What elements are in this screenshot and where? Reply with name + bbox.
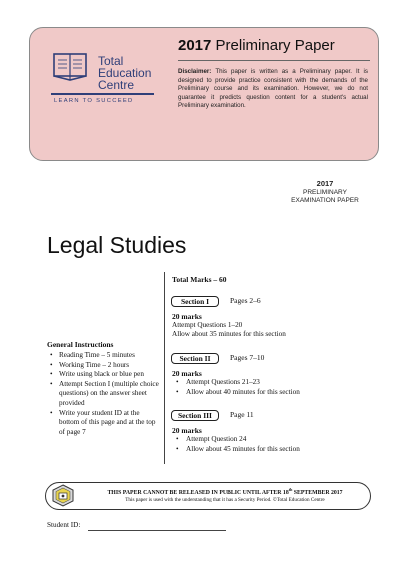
instruction-item: • Working Time – 2 hours: [47, 361, 161, 371]
paper-title-text: Preliminary Paper: [215, 37, 335, 54]
section-3-list: [172, 435, 300, 455]
release-notice-sup: th: [288, 487, 293, 492]
instruction-item: • Reading Time – 5 minutes: [47, 351, 161, 361]
section-3-marks: 20 marks: [172, 426, 202, 435]
disclaimer-label: Disclaimer:: [178, 68, 212, 75]
disclaimer-text: This paper is written as a Preliminary paper. It is designed to provide practice consistent with the demands of the Preliminary course and its examination. However, we do not guarantee it predicts question content for a student's actual Preliminary examination.: [178, 68, 368, 110]
total-marks: Total Marks – 60: [172, 275, 227, 284]
section-3-pages: Page 11: [230, 410, 254, 419]
meta-line1: PRELIMINARY: [303, 188, 347, 196]
logo-text-line3: Centre: [98, 78, 135, 92]
section-2-line2: • Allow about 40 minutes for this section: [172, 388, 300, 398]
student-id-field[interactable]: [88, 530, 226, 531]
section-3-label: Section III: [171, 410, 219, 421]
logo-divider: [51, 93, 154, 95]
logo-text-line1: Total: [98, 54, 124, 68]
column-divider: [164, 272, 165, 464]
section-2-pages: Pages 7–10: [230, 353, 265, 362]
section-3-line1: • Attempt Question 24: [172, 435, 300, 445]
instruction-item: • Write your student ID at the bottom of this page and at the top of page 7: [47, 409, 161, 438]
exam-meta: [275, 180, 375, 206]
meta-year: 2017: [316, 179, 334, 188]
usage-note: This paper is used with the understanding that it has a Security Period. ©Total Education Centre: [125, 497, 325, 503]
logo-text-line2: Education: [98, 66, 152, 80]
title-rule: [178, 60, 370, 61]
paper-title: [178, 37, 335, 54]
instruction-item: • Write using black or blue pen: [47, 370, 161, 380]
instruction-item: • Attempt Section I (multiple choice questions) on the answer sheet provided: [47, 380, 161, 409]
release-notice: [80, 487, 370, 496]
meta-line2: EXAMINATION PAPER: [291, 197, 359, 204]
section-1-pages: Pages 2–6: [230, 296, 261, 305]
logo-tagline: LEARN TO SUCCEED: [54, 98, 134, 104]
security-seal-icon: [52, 484, 74, 507]
book-logo-icon: [50, 50, 94, 86]
section-2-line1: • Attempt Questions 21–23: [172, 378, 300, 388]
subject-title: Legal Studies: [47, 232, 187, 258]
section-1-line2: Allow about 35 minutes for this section: [172, 330, 286, 338]
section-2-label: Section II: [171, 353, 219, 364]
section-1-line1: Attempt Questions 1–20: [172, 321, 243, 329]
section-1-marks: 20 marks: [172, 312, 202, 321]
general-instructions-heading: General Instructions: [47, 340, 114, 349]
section-2-list: [172, 378, 300, 398]
section-1-label: Section I: [171, 296, 219, 307]
student-id-label: Student ID:: [47, 521, 81, 529]
release-notice-prefix: THIS PAPER CANNOT BE RELEASED IN PUBLIC UNTIL AFTER 18: [107, 489, 289, 496]
section-3-line2: • Allow about 45 minutes for this section: [172, 445, 300, 455]
section-2-marks: 20 marks: [172, 369, 202, 378]
disclaimer: [178, 68, 368, 111]
paper-year: 2017: [178, 37, 212, 54]
release-notice-suffix: SEPTEMBER 2017: [292, 489, 343, 496]
general-instructions-list: [47, 351, 161, 437]
